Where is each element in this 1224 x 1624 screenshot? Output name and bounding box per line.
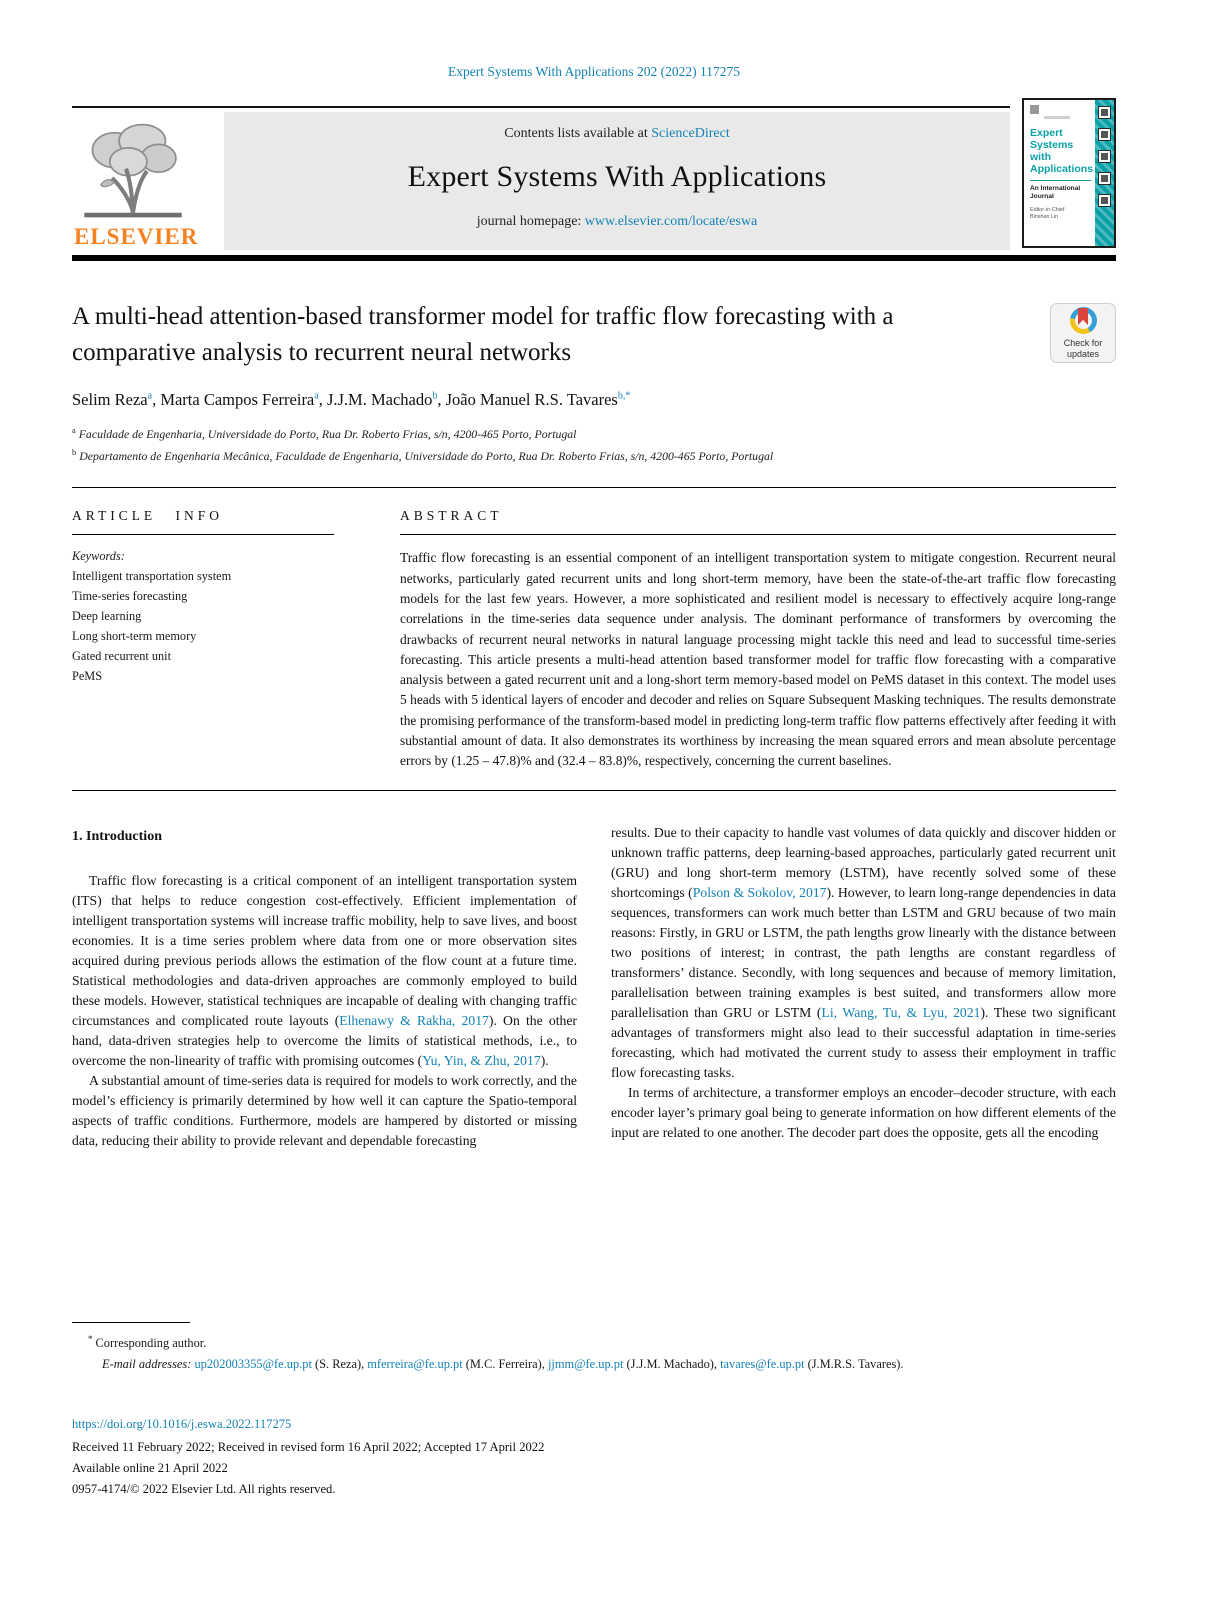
sciencedirect-link[interactable]: ScienceDirect — [651, 126, 730, 141]
keyword: Gated recurrent unit — [72, 648, 172, 663]
body-left-column — [72, 823, 577, 1151]
section-divider — [72, 790, 1116, 791]
page-footer — [72, 1322, 1116, 1500]
email-addresses-line — [72, 1354, 1116, 1374]
cover-editor-label: Editor-in-Chief — [1030, 206, 1065, 213]
author-affiliation-mark: a — [314, 390, 319, 402]
abstract-text: Traffic flow forecasting is an essential component of an intelligent transportation system to mitigate congestion. Recurrent neural networks, particularly gated recurrent units and long short-term memory, have been the state-of-the-art traffic flow forecasting models for the last few years. However, a more sophisticated and resilient model is necessary to effectively acquire long-range correlations in the time-series data sequence under analysis. The dominant performance of transformers by overcoming the drawbacks of recurrent neural networks in natural language processing might tackle this need and lead to successful time-series forecasting. This article presents a multi-head attention based transformer model for traffic flow forecasting with a comparative analysis between a gated recurrent unit and a long-short term memory-based model on PeMS dataset in this context. The model uses 5 heads with 5 identical layers of encoder and decoder and relies on Square Subsequent Masking techniques. The results demonstrate the promising performance of the transform-based model in predicting long-term traffic flow patterns effectively after feeding it with substantial amount of data. It also demonstrates its worthiness by increasing the mean squared errors and mean absolute percentage errors by (1.25 – 47.8)% and (32.4 – 83.8)%, respectively, concerning the current baselines. — [400, 550, 1116, 769]
cover-editor — [1030, 207, 1093, 221]
keyword: Time-series forecasting — [72, 589, 188, 604]
article-info-column — [72, 488, 334, 771]
body-paragraph: A substantial amount of time-series data is required for models to work correctly, and the model’s efficiency is primarily determined by how well it can capture the Spatio-temporal aspects of traffic conditions. Furthermore, models are hampered by distorted or missing data, reducing their ability to provide relevant and dependable forecasting — [72, 1072, 577, 1148]
elsevier-logo — [72, 112, 224, 250]
cover-icon — [1098, 194, 1111, 207]
author: Selim Reza$^a$ — [72, 390, 153, 409]
masthead-thick-rule — [72, 255, 1116, 261]
cover-crest-icon — [1030, 105, 1039, 114]
masthead-top-rule — [72, 106, 1010, 108]
email-links[interactable]: up202003355@fe.up.pt (S. Reza), mferreira@fe.up.pt (M.C. Ferreira), jjmm@fe.up.pt (J.J.M. Machado), tavares@fe.up.pt (J.M.R.S. Tavares). — [191, 1357, 904, 1372]
article-title: A multi-head attention-based transformer model for traffic flow forecasting with a comparative analysis to recurrent neural networks — [72, 303, 894, 366]
available-online-date: Available online 21 April 2022 — [72, 1460, 228, 1475]
copyright-line: 0957-4174/© 2022 Elsevier Ltd. All rights reserved. — [72, 1481, 336, 1496]
keyword: Intelligent transportation system — [72, 569, 232, 584]
citation-link[interactable]: tavares@fe.up.pt — [720, 1357, 805, 1372]
cover-icon — [1098, 172, 1111, 185]
citation-link[interactable]: up202003355@fe.up.pt — [191, 1357, 312, 1372]
body-right-column — [611, 823, 1116, 1151]
author-affiliation-mark: b — [432, 390, 438, 402]
article-info-rule — [72, 534, 334, 535]
cover-icon — [1098, 150, 1111, 163]
cover-subtitle: An International Journal — [1030, 185, 1081, 201]
keywords-label: Keywords: — [72, 549, 125, 564]
article-info-heading: ARTICLE INFO — [72, 508, 224, 524]
masthead-banner — [224, 112, 1010, 250]
citation-link[interactable]: jjmm@fe.up.pt — [547, 1357, 624, 1372]
asterisk-mark: * — [88, 1334, 93, 1345]
abstract-column — [400, 488, 1116, 771]
check-for-updates-badge[interactable] — [1050, 303, 1116, 363]
footnote-rule — [72, 1322, 190, 1323]
affiliation-b: $^b$ Departamento de Engenharia Mecânica, Faculdade de Engenharia, Universidade do Porto, Rua Dr. Roberto Frias, s/n, 4200-465 Porto, Portugal — [72, 447, 774, 464]
check-updates-label: Check for updates — [1063, 338, 1103, 359]
body-paragraph: results. Due to their capacity to handle vast volumes of data quickly and discover hidden or unknown traffic patterns, deep learning-based approaches, particularly gated recurrent unit (GRU) and long short-term memory (LSTM), have recently solved some of these shortcomings (Polson & Sokolov, 2017). However, to learn long-range dependencies in data sequences, transformers can work much better than LSTM and GRU because of two main reasons: Firstly, in GRU or LSTM, the path lengths grow linearly with the distance between two positions of interest; in contrast, the path lengths are constant regardless of transformers’ distance. Secondly, with long sequences and because of memory limitation, parallelisation between training examples is best suited, and transformers allow more parallelisation than GRU or LSTM (Li, Wang, Tu, & Lyu, 2021). These two significant advantages of transformers might also lead to their successful adaptation in time-series forecasting, which had motivated the current study to assess their employment in traffic flow forecasting tasks. — [611, 824, 1116, 1080]
article-history — [72, 1437, 1116, 1500]
author-list — [72, 390, 1116, 410]
homepage-link[interactable]: www.elsevier.com/locate/eswa — [584, 214, 758, 229]
citation-link[interactable]: Yu, Yin, & Zhu, 2017 — [422, 1052, 541, 1068]
body-paragraph: In terms of architecture, a transformer employs an encoder–decoder structure, with each encoder layer’s primary goal being to generate information on how different elements of the input are related to one another. The decoder part does the opposite, gets all the encoding — [611, 1084, 1116, 1140]
keyword: PeMS — [72, 668, 103, 683]
cover-title: Expert Systems with Applications — [1030, 127, 1094, 176]
check-updates-icon — [1070, 307, 1097, 334]
cover-issn-placeholder — [1044, 116, 1070, 119]
author: , Marta Campos Ferreira$^a$ — [152, 390, 319, 409]
journal-cover-thumbnail — [1022, 98, 1116, 248]
author-affiliation-mark: a — [147, 390, 153, 402]
section-1-heading: 1. Introduction — [72, 828, 162, 844]
cover-icon — [1098, 106, 1111, 119]
elsevier-wordmark: ELSEVIER — [74, 224, 199, 249]
corresponding-author-note: * Corresponding author. — [88, 1334, 207, 1351]
citation-link[interactable]: mferreira@fe.up.pt — [367, 1357, 463, 1372]
author: , João Manuel R.S. Tavares$^{b,*}$ — [437, 390, 631, 409]
abstract-rule — [400, 534, 1116, 535]
homepage-prefix: journal homepage: — [476, 214, 585, 229]
affiliations — [72, 423, 1116, 467]
running-head-citation: Expert Systems With Applications 202 (2022) 117275 — [448, 64, 740, 79]
citation-link[interactable]: Li, Wang, Tu, & Lyu, 2021 — [821, 1004, 981, 1020]
cover-icon — [1098, 128, 1111, 141]
body-paragraph: Traffic flow forecasting is a critical component of an intelligent transportation system (ITS) that helps to reduce congestion cost-effectively. Efficient implementation of intelligent transportation systems will increase traffic mobility, help to save lives, and boost economies. It is a time series problem where data from one or more observation sites acquired during previous periods allows the estimation of the flow count at a future time. Statistical methodologies and data-driven approaches are commonly employed to build these models. However, statistical techniques are incapable of dealing with changing traffic circumstances and complicated route layouts (Elhenawy & Rakha, 2017). On the other hand, data-driven strategies help to overcome the limits of statistical methods, i.e., to overcome the non-linearity of traffic with promising outcomes (Yu, Yin, & Zhu, 2017). — [72, 872, 577, 1068]
elsevier-tree-icon — [74, 120, 192, 222]
author-affiliation-mark: b,* — [617, 390, 631, 402]
citation-link[interactable]: Polson & Sokolov, 2017 — [692, 884, 827, 900]
abstract-heading: ABSTRACT — [400, 508, 503, 524]
journal-title: Expert Systems With Applications — [407, 160, 827, 193]
received-dates: Received 11 February 2022; Received in revised form 16 April 2022; Accepted 17 April 2022 — [72, 1439, 545, 1454]
contents-line — [236, 126, 998, 142]
keyword: Deep learning — [72, 609, 142, 624]
email-label: E-mail addresses: — [102, 1357, 192, 1372]
homepage-line — [236, 214, 998, 230]
cover-editor-name: Binshan Lin — [1030, 213, 1059, 220]
citation-link[interactable]: Elhenawy & Rakha, 2017 — [339, 1012, 489, 1028]
author: , J.J.M. Machado$^b$ — [318, 390, 438, 409]
keywords-block — [72, 547, 334, 686]
journal-masthead — [72, 106, 1116, 261]
cover-rule — [1030, 180, 1091, 181]
contents-prefix: Contents lists available at — [504, 126, 652, 141]
cover-icon-strip — [1095, 100, 1114, 246]
doi-link[interactable]: https://doi.org/10.1016/j.eswa.2022.117275 — [72, 1416, 292, 1431]
affiliation-a: $^a$ Faculdade de Engenharia, Universidade do Porto, Rua Dr. Roberto Frias, s/n, 4200-465 Porto, Portugal — [72, 425, 577, 441]
keyword: Long short-term memory — [72, 628, 197, 643]
